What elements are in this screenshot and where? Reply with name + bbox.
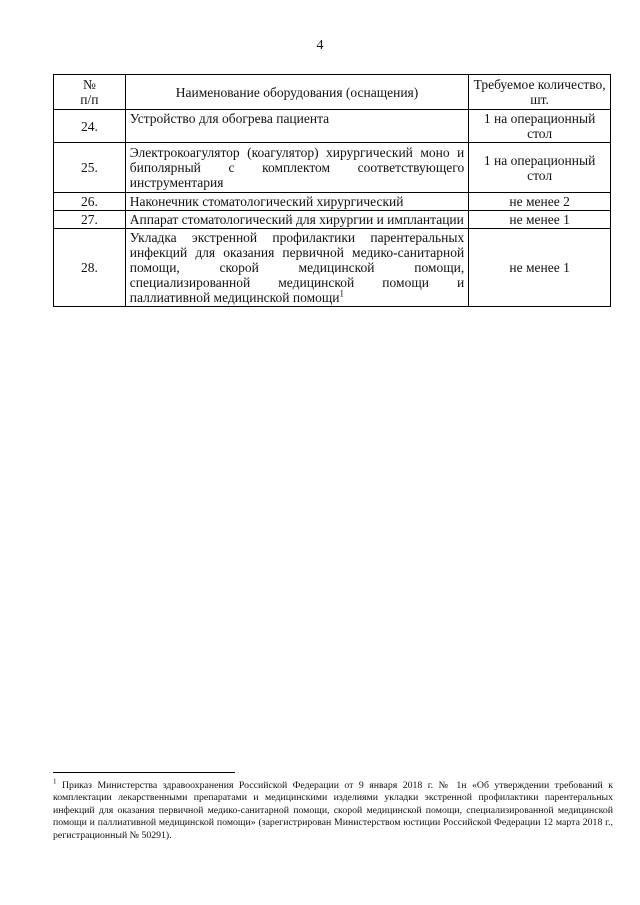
footnote xyxy=(53,777,613,842)
row-num: 25. xyxy=(54,143,126,193)
table-row xyxy=(54,143,611,193)
header-qty: Требуемое количество, шт. xyxy=(469,75,611,110)
table-row xyxy=(54,193,611,211)
footnote-text: Приказ Министерства здравоохранения Российской Федерации от 9 января 2018 г. № 1н «Об утверждении требований к комплектации лекарственными препаратами и медицинскими изделиями укладки экстренной профилактики парентеральных инфекций для оказания первичной медико-санитарной помощи, скорой медицинской помощи, специализированной медицинской помощи и паллиативной медицинской помощи» (зарегистрирован Министерством юстиции Российской Федерации 12 марта 2018 г., регистрационный № 50291). xyxy=(53,780,613,841)
header-num: № п/п xyxy=(54,75,126,110)
row-name: Устройство для обогрева пациента xyxy=(125,110,468,143)
row-name: Аппарат стоматологический для хирургии и имплантации xyxy=(125,211,468,229)
table-row xyxy=(54,229,611,307)
table-row xyxy=(54,211,611,229)
row-qty: не менее 1 xyxy=(469,211,611,229)
row-num: 27. xyxy=(54,211,126,229)
row-name-text: Укладка экстренной профилактики парентеральных инфекций для оказания первичной медико-санитарной помощи, скорой медицинской помощи, специализированной медицинской помощи и паллиативной медицинской помощи xyxy=(129,230,465,305)
row-qty: 1 на операционный стол xyxy=(469,143,611,193)
table-row xyxy=(54,110,611,143)
header-name: Наименование оборудования (оснащения) xyxy=(125,75,468,110)
equipment-table xyxy=(53,74,611,307)
row-qty: 1 на операционный стол xyxy=(469,110,611,143)
footnote-ref[interactable]: 1 xyxy=(339,288,345,299)
page-number: 4 xyxy=(316,38,324,53)
row-name: Наконечник стоматологический хирургический xyxy=(125,193,468,211)
row-num: 26. xyxy=(54,193,126,211)
row-qty: не менее 2 xyxy=(469,193,611,211)
footnote-divider xyxy=(53,772,235,773)
footnote-marker: 1 xyxy=(53,777,57,786)
row-name xyxy=(125,229,468,307)
row-num: 28. xyxy=(54,229,126,307)
row-qty: не менее 1 xyxy=(469,229,611,307)
row-name: Электрокоагулятор (коагулятор) хирургический моно и биполярный с комплектом соответствующего инструментария xyxy=(125,143,468,193)
row-num: 24. xyxy=(54,110,126,143)
table-header-row xyxy=(54,75,611,110)
